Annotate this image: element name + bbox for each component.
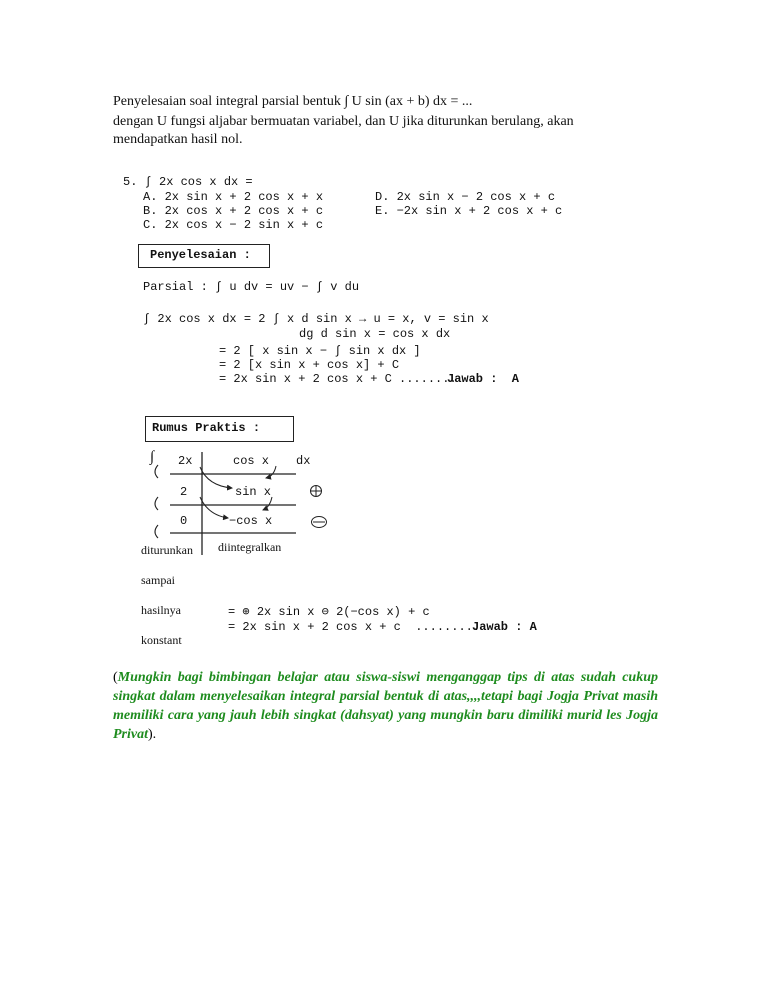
option-e: E. −2x sin x + 2 cos x + c [375,204,563,218]
note-close-paren: ). [148,727,157,742]
solution-header: Penyelesaian : [150,248,251,262]
label-konstant: konstant [141,633,182,647]
hook-arrow-2 [263,497,272,510]
solution-step-1: ∫ 2x cos x dx = 2 ∫ x d sin x → u = x, v = sin x [143,312,489,326]
table-row2-mid: sin x [235,485,272,499]
derivative-arrow-3 [155,525,158,538]
problem-question: 5. ∫ 2x cos x dx = [123,175,253,189]
table-row1-mid: cos x [233,454,270,468]
solution-answer: Jawab : A [447,372,520,386]
parsial-formula: Parsial : ∫ u dv = uv − ∫ v du [143,280,360,294]
rumus-header: Rumus Praktis : [152,421,261,435]
table-row1-right: dx [296,454,311,468]
table-row3-mid: −cos x [229,514,273,528]
note-green-text: Mungkin bagi bimbingan belajar atau siswa-siswi menganggap tips di atas sudah cukup singkat dalam menyelesaikan integral parsial bentuk di atas,,,,tetapi bagi Jogja Privat masih memiliki cara yang jauh lebih singkat (dahsyat) yang mungkin baru dimiliki murid les Jogja Privat [113,670,658,742]
intro-line-2: dengan U fungsi aljabar bermuatan variabel, dan U jika diturunkan berulang, akan [113,114,574,129]
diag-arrow-2 [200,497,228,518]
option-c: C. 2x cos x − 2 sin x + c [143,218,324,232]
label-sampai: sampai [141,573,175,587]
integral-sign: ∫ [150,449,155,465]
hook-arrow-1 [266,466,276,478]
result-answer: Jawab : A [472,620,537,634]
minus-circle-icon [312,517,327,528]
solution-step-4: = 2x sin x + 2 cos x + C ........ [219,372,457,386]
intro-line-1: Penyelesaian soal integral parsial bentuk ∫ U sin (ax + b) dx = ... [113,94,473,109]
diag-arrow-1 [200,467,232,488]
note-open-paren: ( [113,670,118,685]
solution-step-3: = 2 [x sin x + cos x] + C [219,358,400,372]
result-line-2: = 2x sin x + 2 cos x + c ......... [228,620,481,634]
option-b: B. 2x cos x + 2 cos x + c [143,204,324,218]
closing-note [113,668,658,744]
derivative-arrow-1 [155,465,158,478]
option-a: A. 2x sin x + 2 cos x + x [143,190,324,204]
table-row2-left: 2 [180,485,188,499]
solution-step-2: = 2 [ x sin x − ∫ sin x dx ] [219,344,421,358]
table-row1-left: 2x [178,454,193,468]
table-row3-left: 0 [180,514,188,528]
intro-line-3: mendapatkan hasil nol. [113,132,243,147]
solution-step-1b: dg d sin x = cos x dx [299,327,451,341]
plus-circle-icon [311,486,322,497]
label-diturunkan: diturunkan [141,543,193,557]
result-line-1: = ⊕ 2x sin x ⊖ 2(−cos x) + c [228,605,430,619]
option-d: D. 2x sin x − 2 cos x + c [375,190,556,204]
derivative-arrow-2 [155,497,158,510]
label-diintegralkan: diintegralkan [218,540,282,554]
label-hasilnya: hasilnya [141,603,181,617]
